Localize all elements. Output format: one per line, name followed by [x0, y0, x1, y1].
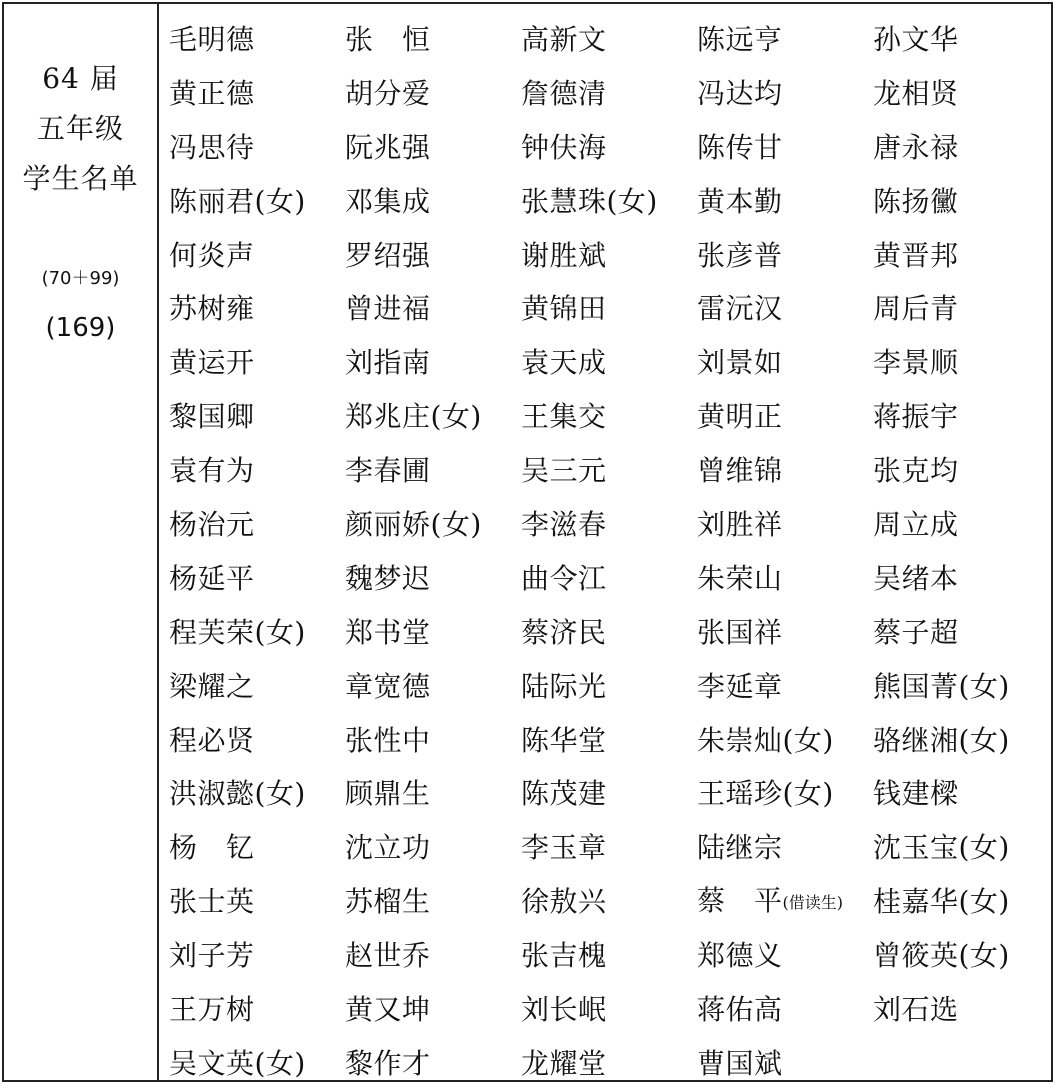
student-name	[697, 939, 873, 973]
student-name-text: 郑书堂	[345, 615, 431, 649]
student-name	[697, 777, 873, 811]
student-name-text: 毛明德	[169, 22, 255, 56]
student-name-text: 刘景如	[697, 346, 783, 380]
student-name-text: 袁有为	[169, 454, 255, 488]
student-name-text: 颜丽娇(女)	[345, 507, 482, 541]
student-name	[169, 185, 345, 219]
roster-row	[169, 929, 1049, 983]
roster-row	[169, 498, 1049, 552]
student-name-text: 蔡子超	[873, 615, 959, 649]
student-name	[169, 508, 345, 542]
roster-row	[169, 13, 1049, 67]
student-name-text: 沈玉宝(女)	[873, 831, 1010, 865]
student-name-text: 陈扬黴	[873, 184, 959, 218]
student-name	[345, 239, 521, 273]
student-name	[345, 77, 521, 111]
student-name-text: 陈传甘	[697, 130, 783, 164]
roster-row	[169, 660, 1049, 714]
student-name-text: 郑兆庄(女)	[345, 400, 482, 434]
student-name	[169, 616, 345, 650]
student-name-text: 龙相贤	[873, 76, 959, 110]
roster-row	[169, 121, 1049, 175]
student-name	[873, 292, 1049, 326]
student-name-text: 陈华堂	[521, 723, 607, 757]
student-name-text: 黄运开	[169, 346, 255, 380]
student-name	[873, 23, 1049, 57]
student-name	[169, 885, 345, 919]
student-name-text: 杨治元	[169, 507, 255, 541]
roster-row	[169, 552, 1049, 606]
student-name-grid	[169, 13, 1049, 1091]
roster-row	[169, 67, 1049, 121]
class-year: 64 届	[42, 62, 119, 95]
student-name-text: 程必贤	[169, 723, 255, 757]
student-name-text: 梁耀之	[169, 669, 255, 703]
student-name	[697, 616, 873, 650]
student-name-text: 吴三元	[521, 454, 607, 488]
student-name	[521, 1047, 697, 1081]
student-name-text: 刘胜祥	[697, 507, 783, 541]
student-name-text: 黄本勤	[697, 184, 783, 218]
roster-row	[169, 390, 1049, 444]
student-name	[697, 562, 873, 596]
student-name	[873, 939, 1049, 973]
student-name-text: 黄锦田	[521, 292, 607, 326]
grade-label: 五年级	[36, 112, 124, 145]
student-name-text: 刘子芳	[169, 939, 255, 973]
student-name	[345, 400, 521, 434]
student-name	[873, 185, 1049, 219]
student-name-text: 蒋佑高	[697, 992, 783, 1026]
student-name	[521, 292, 697, 326]
student-name	[697, 185, 873, 219]
student-name-text: 骆继湘(女)	[873, 723, 1010, 757]
student-name-text: 黎作才	[345, 1046, 431, 1080]
student-name-text: 孙文华	[873, 22, 959, 56]
student-name	[873, 77, 1049, 111]
student-name	[697, 993, 873, 1027]
student-name-text: 唐永禄	[873, 130, 959, 164]
student-name	[345, 508, 521, 542]
student-name	[873, 454, 1049, 488]
student-name	[697, 508, 873, 542]
student-name-text: 胡分爱	[345, 76, 431, 110]
roster-row	[169, 229, 1049, 283]
student-name	[169, 400, 345, 434]
roster-row	[169, 714, 1049, 768]
student-name-text: 朱荣山	[697, 561, 783, 595]
student-name-text: 熊国菁(女)	[873, 669, 1010, 703]
student-name-text: 谢胜斌	[521, 238, 607, 272]
student-name-text: 张吉槐	[521, 939, 607, 973]
student-name-text: 黄又坤	[345, 992, 431, 1026]
student-name	[873, 508, 1049, 542]
student-name-text: 高新文	[521, 22, 607, 56]
student-name-text: 蔡 平	[697, 884, 783, 918]
student-name	[345, 454, 521, 488]
student-name-text: 陈茂建	[521, 777, 607, 811]
student-name-text: 陆继宗	[697, 831, 783, 865]
student-name-text: 阮兆强	[345, 130, 431, 164]
student-name-text: 杨延平	[169, 561, 255, 595]
transfer-student-note: (借读生)	[782, 893, 844, 913]
student-name	[169, 1047, 345, 1081]
student-name	[697, 346, 873, 380]
student-name	[169, 77, 345, 111]
student-name	[873, 885, 1049, 919]
student-name-text: 曹国斌	[697, 1046, 783, 1080]
student-name-text: 王万树	[169, 992, 255, 1026]
student-name	[169, 993, 345, 1027]
student-name-text: 陈丽君(女)	[169, 184, 306, 218]
student-name-text: 魏梦迟	[345, 561, 431, 595]
student-name-text: 沈立功	[345, 831, 431, 865]
student-name	[697, 670, 873, 704]
roster-row	[169, 821, 1049, 875]
student-name	[169, 939, 345, 973]
student-name	[169, 831, 345, 865]
student-name-text: 周立成	[873, 507, 959, 541]
student-name	[521, 23, 697, 57]
roster-row	[169, 875, 1049, 929]
student-name	[697, 724, 873, 758]
student-name	[345, 670, 521, 704]
student-name	[873, 777, 1049, 811]
roster-table	[2, 2, 1053, 1082]
student-name	[521, 724, 697, 758]
student-name	[169, 239, 345, 273]
student-name-text: 杨 钇	[169, 831, 255, 865]
student-name-text: 刘指南	[345, 346, 431, 380]
student-name-text: 李景顺	[873, 346, 959, 380]
student-name	[345, 885, 521, 919]
student-name-text: 朱崇灿(女)	[697, 723, 834, 757]
student-name-text: 冯达均	[697, 76, 783, 110]
student-name	[697, 239, 873, 273]
student-name-text: 钱建樑	[873, 777, 959, 811]
student-name-text: 黄明正	[697, 400, 783, 434]
student-name	[873, 400, 1049, 434]
student-name	[873, 724, 1049, 758]
student-name-text: 曲令江	[521, 561, 607, 595]
student-name	[697, 292, 873, 326]
student-name-text: 黎国卿	[169, 400, 255, 434]
student-name-text: 曾筱英(女)	[873, 939, 1010, 973]
student-name-text: 冯思待	[169, 130, 255, 164]
roster-row	[169, 282, 1049, 336]
student-name-text: 张慧珠(女)	[521, 184, 658, 218]
student-name	[873, 993, 1049, 1027]
student-name-text: 陈远亨	[697, 22, 783, 56]
student-name-text: 张国祥	[697, 615, 783, 649]
student-name	[521, 346, 697, 380]
student-name	[521, 239, 697, 273]
student-name	[345, 831, 521, 865]
student-name	[873, 831, 1049, 865]
student-name-text: 张 恒	[345, 22, 431, 56]
student-name-text: 顾鼎生	[345, 777, 431, 811]
student-name-text: 李滋春	[521, 507, 607, 541]
count-breakdown: (70＋99)	[41, 268, 120, 289]
roster-title: 学生名单	[22, 162, 139, 195]
student-name-text: 李玉章	[521, 831, 607, 865]
roster-row	[169, 767, 1049, 821]
student-name-text: 王瑶珍(女)	[697, 777, 834, 811]
student-name	[873, 616, 1049, 650]
student-name	[169, 131, 345, 165]
student-name	[697, 884, 873, 920]
student-name	[697, 77, 873, 111]
student-name	[345, 23, 521, 57]
student-name	[169, 346, 345, 380]
student-name	[521, 993, 697, 1027]
student-name	[345, 993, 521, 1027]
roster-row	[169, 336, 1049, 390]
class-info-cell	[4, 4, 157, 1080]
student-name-text: 桂嘉华(女)	[873, 885, 1010, 919]
student-name-text: 苏榴生	[345, 885, 431, 919]
student-name	[345, 939, 521, 973]
student-name-text: 李延章	[697, 669, 783, 703]
student-name-text: 刘长岷	[521, 992, 607, 1026]
student-name	[697, 400, 873, 434]
student-name	[697, 454, 873, 488]
student-name-text: 何炎声	[169, 238, 255, 272]
student-name	[169, 777, 345, 811]
student-name	[697, 1047, 873, 1081]
roster-row	[169, 1037, 1049, 1091]
roster-row	[169, 175, 1049, 229]
student-name-text: 张士英	[169, 885, 255, 919]
student-name	[873, 562, 1049, 596]
roster-row	[169, 606, 1049, 660]
student-name-text: 周后青	[873, 292, 959, 326]
student-name	[521, 562, 697, 596]
student-name	[521, 131, 697, 165]
student-name-text: 陆际光	[521, 669, 607, 703]
student-name-text: 黄晋邦	[873, 238, 959, 272]
student-name	[521, 508, 697, 542]
count-total: (169)	[45, 313, 116, 343]
student-name	[169, 724, 345, 758]
student-name	[873, 346, 1049, 380]
student-name-text: 钟伕海	[521, 130, 607, 164]
student-name	[169, 454, 345, 488]
student-name	[169, 292, 345, 326]
student-name-text: 洪淑懿(女)	[169, 777, 306, 811]
student-name	[521, 77, 697, 111]
student-name-text: 黄正德	[169, 76, 255, 110]
student-name-text: 张克均	[873, 454, 959, 488]
student-name	[345, 562, 521, 596]
student-name	[345, 777, 521, 811]
student-name-text: 李春圃	[345, 454, 431, 488]
student-name	[169, 23, 345, 57]
student-name-text: 徐敖兴	[521, 885, 607, 919]
student-name	[521, 616, 697, 650]
student-name	[345, 616, 521, 650]
student-name	[697, 131, 873, 165]
student-name-text: 詹德清	[521, 76, 607, 110]
student-name-text: 程芙荣(女)	[169, 615, 306, 649]
student-name	[345, 131, 521, 165]
student-name-text: 曾进福	[345, 292, 431, 326]
student-name-text: 吴文英(女)	[169, 1046, 306, 1080]
roster-row	[169, 444, 1049, 498]
student-name	[697, 831, 873, 865]
column-divider	[157, 4, 159, 1080]
student-name	[521, 777, 697, 811]
student-name	[521, 185, 697, 219]
student-name	[521, 939, 697, 973]
student-name	[345, 185, 521, 219]
student-name-text: 赵世乔	[345, 939, 431, 973]
roster-row	[169, 983, 1049, 1037]
student-name-text: 龙耀堂	[521, 1046, 607, 1080]
student-name-text: 章宽德	[345, 669, 431, 703]
student-name-text: 刘石选	[873, 992, 959, 1026]
student-name	[521, 831, 697, 865]
student-name-text: 王集交	[521, 400, 607, 434]
student-name-text: 张彦普	[697, 238, 783, 272]
student-name-text: 邓集成	[345, 184, 431, 218]
student-name-text: 袁天成	[521, 346, 607, 380]
student-name	[873, 670, 1049, 704]
student-name	[697, 23, 873, 57]
student-name	[345, 724, 521, 758]
student-name-text: 雷沅汉	[697, 292, 783, 326]
student-name	[521, 454, 697, 488]
student-name-text: 罗绍强	[345, 238, 431, 272]
student-name	[873, 239, 1049, 273]
student-name-text: 郑德义	[697, 939, 783, 973]
student-name	[345, 1047, 521, 1081]
student-name	[169, 670, 345, 704]
student-name-text: 蒋振宇	[873, 400, 959, 434]
student-name-text: 曾维锦	[697, 454, 783, 488]
student-name-text: 苏树雍	[169, 292, 255, 326]
student-name	[521, 670, 697, 704]
student-name	[521, 885, 697, 919]
student-name	[345, 292, 521, 326]
student-name	[873, 131, 1049, 165]
student-name	[345, 346, 521, 380]
student-name-text: 蔡济民	[521, 615, 607, 649]
student-name	[169, 562, 345, 596]
student-name-text: 张性中	[345, 723, 431, 757]
student-name-text: 吴绪本	[873, 561, 959, 595]
student-name	[521, 400, 697, 434]
